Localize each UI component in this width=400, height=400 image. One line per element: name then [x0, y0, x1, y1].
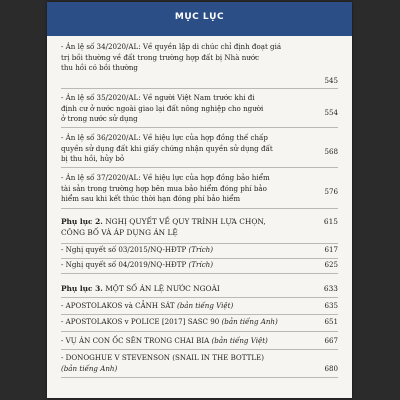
- toc-subentry[interactable]: - VỤ ÁN CON ỐC SÊN TRONG CHAI BIA (bản tiếng Việt) 667: [61, 336, 338, 345]
- divider: [61, 273, 338, 274]
- divider: [61, 167, 338, 168]
- toc-entry-36[interactable]: [61, 133, 338, 165]
- entry-line: định cư ở nước ngoài giao lại đất nông nghiệp cho người: [61, 103, 264, 113]
- toc-entry-35[interactable]: [61, 93, 338, 125]
- divider: [61, 377, 338, 378]
- divider: [61, 88, 338, 89]
- page-number: 667: [324, 336, 338, 345]
- page-number: 651: [324, 317, 338, 326]
- appendix-2-heading[interactable]: [61, 217, 338, 239]
- page-number: 625: [324, 260, 338, 269]
- entry-line: tài sản trong trường hợp bên mua bảo hiểm đóng phí bảo: [61, 183, 267, 193]
- toc-subentry[interactable]: - Nghị quyết số 03/2015/NQ-HĐTP (Trích) 617: [61, 245, 338, 254]
- entry-line: trị bồi thường về đất trong trường hợp đất bị Nhà nước: [61, 52, 260, 62]
- page-number: 615: [323, 217, 338, 226]
- page-number: 576: [324, 187, 338, 196]
- page-number: 633: [323, 284, 338, 293]
- toc-subentry[interactable]: - DONOGHUE V STEVENSON (SNAIL IN THE BOTTLE) (bản tiếng Anh) 680: [61, 353, 338, 373]
- entry-line: - Án lệ số 37/2020/AL: Về hiệu lực của hợp đồng bảo hiểm: [61, 173, 270, 182]
- divider: [61, 258, 338, 259]
- page-number: 554: [324, 108, 338, 117]
- header-bar: [47, 2, 352, 36]
- divider: [61, 314, 338, 315]
- toc-subentry[interactable]: - Nghị quyết số 04/2019/NQ-HĐTP (Trích) 625: [61, 260, 338, 269]
- divider: [61, 243, 338, 244]
- entry-line: - Án lệ số 34/2020/AL: Về quyền lập di chúc chỉ định đoạt giá: [61, 42, 282, 51]
- divider: [61, 349, 338, 350]
- entry-line: ở trong nước sử dụng: [61, 114, 138, 123]
- toc-subentry[interactable]: - APOSTOLAKOS và CẢNH SÁT (bản tiếng Việt) 635: [61, 301, 338, 310]
- appendix-title-line: CÔNG BỐ VÀ ÁP DỤNG ÁN LỆ: [61, 227, 178, 237]
- divider: [61, 331, 338, 332]
- book-page: [47, 2, 352, 398]
- toc-entry-37[interactable]: [61, 173, 338, 205]
- page-title: MỤC LỤC: [174, 12, 225, 22]
- appendix-3-heading[interactable]: Phụ lục 3. MỘT SỐ ÁN LỆ NƯỚC NGOÀI 633: [61, 284, 338, 293]
- entry-line: bị thu hồi, hủy bỏ: [61, 154, 125, 163]
- entry-line: hiểm sau khi kết thúc thời hạn đóng phí bảo hiểm: [61, 194, 241, 203]
- appendix-label: Phụ lục 2. NGHỊ QUYẾT VỀ QUY TRÌNH LỰA CHỌN,: [61, 217, 266, 226]
- page-number: 617: [324, 245, 338, 254]
- entry-line: thu hồi có bồi thường: [61, 63, 138, 72]
- divider: [61, 127, 338, 128]
- page-number: 635: [324, 301, 338, 310]
- entry-line: - Án lệ số 36/2020/AL: Về hiệu lực của hợp đồng thế chấp: [61, 133, 268, 142]
- divider: [61, 297, 338, 298]
- entry-line: quyền sử dụng đất khi giấy chứng nhận quyền sử dụng đất: [61, 143, 273, 153]
- toc-subentry[interactable]: - APOSTOLAKOS v POLICE [2017] SASC 90 (bản tiếng Anh) 651: [61, 317, 338, 326]
- entry-line: - Án lệ số 35/2020/AL: Về người Việt Nam trước khi đi: [61, 93, 255, 102]
- toc-entry-34[interactable]: [61, 42, 338, 85]
- page-number: 568: [324, 147, 338, 156]
- divider: [61, 208, 338, 209]
- page-number: 545: [324, 76, 338, 85]
- page-number: 680: [324, 363, 338, 373]
